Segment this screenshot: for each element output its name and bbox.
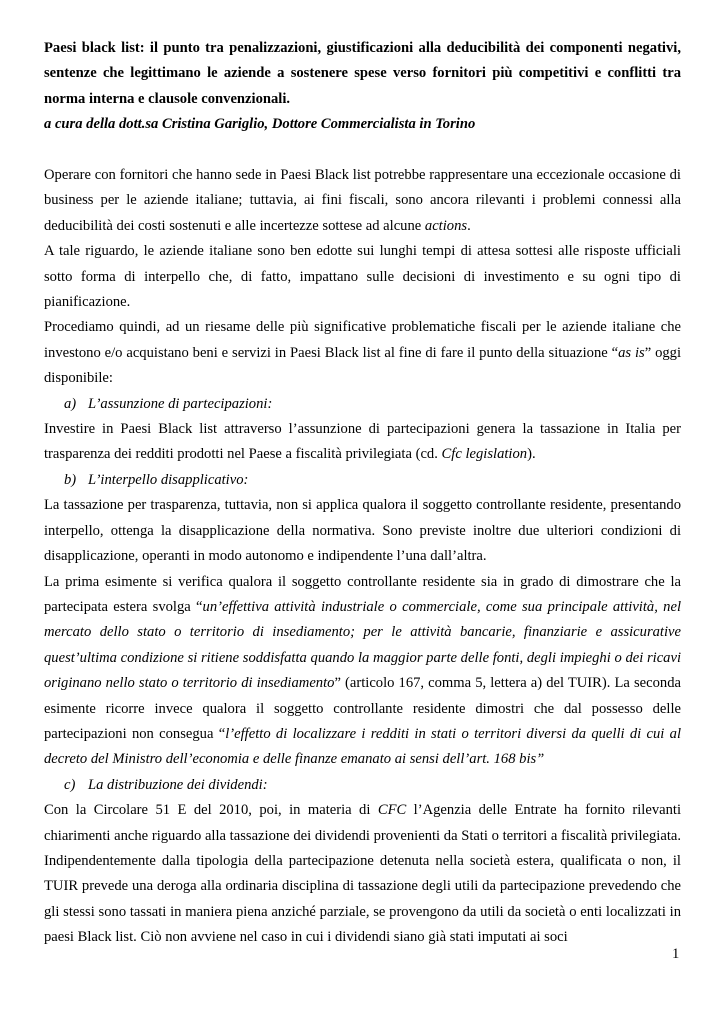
section-c-p1-text-a: Con la Circolare 51 E del 2010, poi, in materia di [44, 802, 378, 819]
section-b-heading [44, 468, 681, 493]
section-a-heading [44, 392, 681, 417]
section-c-title: La distribuzione dei dividendi: [88, 776, 268, 793]
intro-p1-text-b: . [467, 217, 471, 234]
intro-p3-text-a: Procediamo quindi, ad un riesame delle più significative problematiche fiscali per le aziende italiane che investono e/o acquistano beni e servizi in Paesi Black list al fine di fare il punto della situazione “ [44, 319, 681, 361]
section-b-title: L’interpello disapplicativo: [88, 471, 249, 488]
section-a-title: L’assunzione di partecipazioni: [88, 395, 273, 412]
intro-p1-emphasis: actions [424, 217, 468, 234]
section-c-label: c) [64, 776, 76, 793]
document-page [44, 36, 681, 951]
section-b-p2-text-b: ” (articolo 167, comma 5, lettera a) del TUIR). La seconda esimente ricorre invece qualora il soggetto controllante residente dimostri che dal possesso delle partecipazioni non consegua “ [44, 675, 681, 742]
section-b-paragraph-2 [44, 570, 681, 773]
intro-paragraph-2: A tale riguardo, le aziende italiane sono ben edotte sui lunghi tempi di attesa sottesi alle risposte ufficiali sotto forma di interpello che, di fatto, impattano sulle decisioni di investimento e su ogni tipo di pianificazione. [44, 243, 681, 311]
section-c-p1-emphasis: CFC [377, 802, 407, 819]
intro-p1-text-a: Operare con fornitori che hanno sede in Paesi Black list potrebbe rappresentare una eccezionale occasione di business per le aziende italiane; tuttavia, ai fini fiscali, sono ancora rilevanti i problemi connessi alla deducibilità dei costi sostenuti e alle incertezze sottese ad alcune [44, 167, 681, 234]
intro-p3-emphasis: as is [618, 344, 645, 361]
intro-paragraph-1 [44, 163, 681, 239]
section-a-p1-text-b: ). [527, 446, 536, 463]
section-a-paragraph-1 [44, 417, 681, 468]
section-b-p2-quote-2: l’effetto di localizzare i redditi in stati o territori diversi da quelli di cui al decreto del Ministro dell’economia e delle finanze emanato ai sensi dell’art. 168 bis” [44, 725, 682, 768]
section-c-p1-text-b: l’Agenzia delle Entrate ha fornito rilevanti chiarimenti anche riguardo alla tassazione dei dividendi provenienti da Stati o territori a fiscalità privilegiata. Indipendentemente dalla tipologia della partecipazione detenuta nella società estera, qualificata o non, il TUIR prevede una deroga alla ordinaria disciplina di tassazione degli utili da partecipazione prevedendo che gli stessi sono tassati in maniera piena anziché parziale, se provengono da utili da società o enti localizzati in paesi Black list. Ciò non avviene nel caso in cui i dividendi siano già stati imputati ai soci [44, 802, 682, 946]
section-b-p2-quote-1: un’effettiva attività industriale o commerciale, come sua principale attività, nel mercato dello stato o territorio di insediamento; per le attività bancarie, finanziarie e assicurative quest’ultima condizione si ritiene soddisfatta quando la maggior parte delle fonti, degli impieghi o dei ricavi originano nello stato o territorio di insediamento [44, 598, 681, 692]
intro-p3-text-b: ” oggi disponibile: [44, 344, 682, 387]
section-b-paragraph-1: La tassazione per trasparenza, tuttavia, non si applica qualora il soggetto controllante residente, presentando interpello, ottenga la disapplicazione della normativa. Sono previste inoltre due ulteriori condizioni di disapplicazione, operanti in modo autonomo e indipendente l’una dall’altra. [44, 497, 681, 565]
section-b-label: b) [64, 471, 77, 488]
section-b-p2-text-a: La prima esimente si verifica qualora il soggetto controllante residente sia in grado di dimostrare che la partecipata estera svolga “ [44, 573, 681, 615]
document-author: a cura della dott.sa Cristina Gariglio, Dottore Commercialista in Torino [44, 116, 476, 133]
page-number: 1 [672, 946, 680, 962]
section-a-label: a) [64, 395, 77, 412]
intro-paragraph-3 [44, 315, 681, 391]
document-title: Paesi black list: il punto tra penalizzazioni, giustificazioni alla deducibilità dei componenti negativi, sentenze che legittimano le aziende a sostenere spese verso fornitori più competitivi e conflitti tra norma interna e clausole convenzionali. [44, 40, 681, 107]
section-c-paragraph-1 [44, 798, 681, 950]
section-a-p1-text-a: Investire in Paesi Black list attraverso l’assunzione di partecipazioni genera la tassazione in Italia per trasparenza dei redditi prodotti nel Paese a fiscalità privilegiata (cd. [44, 421, 681, 463]
section-a-p1-emphasis: Cfc legislation [441, 446, 528, 463]
section-c-heading [44, 773, 681, 798]
